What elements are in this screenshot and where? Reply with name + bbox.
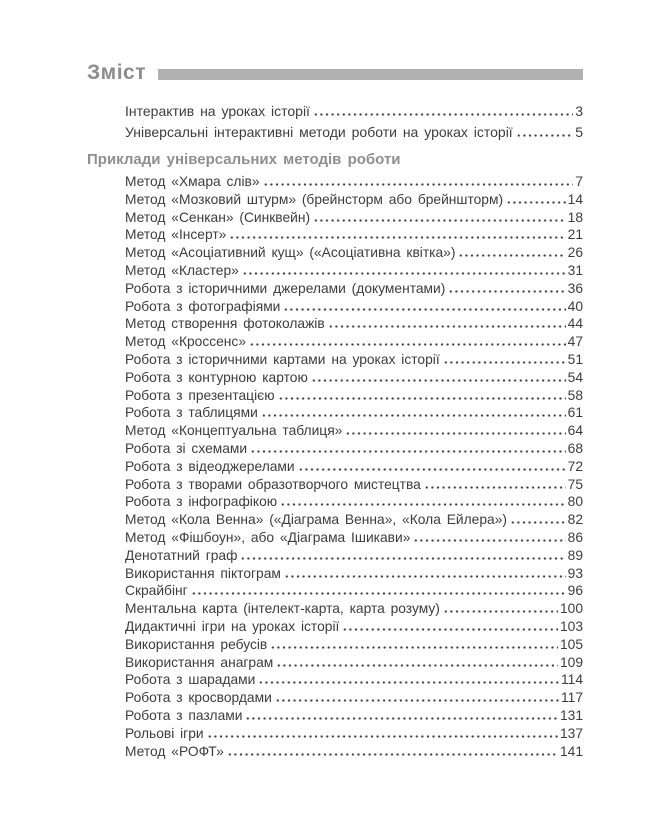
toc-row (87, 191, 583, 209)
dot-leader (263, 183, 574, 186)
toc-entry-label: Робота з відеоджерелами (125, 458, 295, 474)
toc-entry-page-number: 51 (567, 351, 583, 367)
toc-entry-label: Ментальна карта (інтелект-карта, карта розуму) (125, 601, 440, 617)
dot-leader (342, 628, 558, 631)
toc-row (87, 262, 583, 280)
toc-entry-label: Використання ребусів (125, 636, 268, 652)
toc-entry-label: Робота з таблицями (125, 405, 258, 421)
toc-entry-label: Дидактичні ігри на уроках історії (125, 618, 340, 634)
toc-row (87, 743, 583, 761)
dot-leader (328, 325, 566, 328)
toc-row (87, 458, 583, 476)
toc-entry-label: Метод «Фішбоун», або «Діаграма Ішикави» (125, 529, 411, 545)
toc-entry-page-number: 47 (567, 334, 583, 350)
toc-row (87, 226, 583, 244)
toc-entry-label: Робота з контурною картою (125, 369, 308, 385)
toc-row (87, 476, 583, 494)
toc-entry-list (87, 173, 583, 760)
toc-entry-page-number: 36 (567, 280, 583, 296)
toc-entry-label: Метод «Кола Венна» («Діаграма Венна», «Кола Ейлера») (125, 512, 507, 528)
toc-entry-label: Робота з історичними джерелами (документами) (125, 280, 446, 296)
toc-entry-page-number: 117 (561, 690, 583, 706)
dot-leader (280, 503, 566, 506)
toc-entry-label: Універсальні інтерактивні методи роботи на уроках історії (125, 124, 513, 140)
toc-entry-label: Скрайбінг (125, 583, 188, 599)
toc-row (87, 618, 583, 636)
toc-entry-page-number: 100 (559, 601, 583, 617)
toc-entry-page-number: 89 (567, 547, 583, 563)
toc-entry-label: Денотатний граф (125, 547, 238, 563)
toc-entry-page-number: 131 (559, 707, 583, 723)
toc-row (87, 173, 583, 191)
dot-leader (276, 664, 558, 667)
toc-row (87, 636, 583, 654)
toc-entry-label: Метод створення фотоколажів (125, 316, 325, 332)
toc-row (87, 654, 583, 672)
dot-leader (313, 113, 573, 116)
toc-row (87, 600, 583, 618)
toc-entry-page-number: 114 (561, 672, 583, 688)
toc-entry-page-number: 7 (575, 174, 583, 189)
dot-leader (516, 134, 574, 137)
toc-entry-label: Метод «Інсерт» (125, 227, 227, 243)
toc-row (87, 404, 583, 422)
toc-row (87, 529, 583, 547)
dot-leader (249, 343, 566, 346)
toc-row (87, 122, 583, 143)
toc-row (87, 547, 583, 565)
dot-leader (258, 681, 559, 684)
toc-entry-page-number: 80 (567, 494, 583, 510)
dot-leader (240, 557, 565, 560)
toc-row (87, 689, 583, 707)
toc-entry-page-number: 103 (559, 618, 583, 634)
toc-entry-page-number: 5 (575, 124, 583, 140)
toc-row (87, 511, 583, 529)
dot-leader (250, 450, 566, 453)
dot-leader (413, 539, 565, 542)
dot-leader (311, 379, 566, 382)
toc-row (87, 493, 583, 511)
toc-entry-page-number: 72 (567, 458, 583, 474)
toc-entry-page-number: 86 (567, 529, 583, 545)
dot-leader (458, 254, 565, 257)
dot-leader (227, 753, 558, 756)
dot-leader (443, 610, 558, 613)
toc-section-heading: Приклади універсальних методів роботи (87, 151, 401, 168)
toc-entry-page-number: 82 (567, 512, 583, 528)
toc-row (87, 209, 583, 227)
toc-row (87, 440, 583, 458)
toc-entry-page-number: 18 (567, 209, 583, 225)
toc-row (87, 351, 583, 369)
toc-entry-label: Метод «Концептуальна таблиця» (125, 423, 343, 439)
toc-entry-page-number: 21 (567, 227, 583, 243)
toc-row (87, 707, 583, 725)
toc-row (87, 333, 583, 351)
toc-entry-page-number: 14 (567, 191, 583, 207)
dot-leader (345, 432, 565, 435)
toc-entry-page-number: 64 (567, 423, 583, 439)
toc-row (87, 369, 583, 387)
toc-entry-page-number: 137 (559, 725, 583, 741)
toc-entry-label: Робота з шарадами (125, 672, 256, 688)
toc-entry-label: Робота з історичними картами на уроках історії (125, 351, 440, 367)
dot-leader (313, 219, 566, 222)
toc-intro-list (87, 101, 583, 143)
dot-leader (275, 699, 559, 702)
toc-entry-page-number: 96 (567, 583, 583, 599)
toc-entry-label: Метод «Мозковий штурм» (брейнсторм або брейншторм) (125, 191, 504, 207)
toc-entry-page-number: 93 (567, 565, 583, 581)
dot-leader (270, 646, 558, 649)
toc-entry-page-number: 54 (567, 369, 583, 385)
dot-leader (448, 290, 565, 293)
toc-entry-label: Робота з пазлами (125, 707, 243, 723)
dot-leader (424, 486, 566, 489)
toc-entry-page-number: 44 (567, 316, 583, 332)
toc-row (87, 422, 583, 440)
toc-entry-label: Використання піктограм (125, 565, 281, 581)
toc-entry-label: Робота з творами образотворчого мистецтва (125, 476, 421, 492)
toc-entry-page-number: 109 (559, 654, 583, 670)
toc-entry-label: Метод «РОФТ» (125, 743, 224, 759)
toc-entry-page-number: 61 (567, 405, 583, 421)
toc-entry-page-number: 105 (559, 636, 583, 652)
dot-leader (245, 717, 558, 720)
toc-entry-label: Метод «Кластер» (125, 262, 239, 278)
toc-entry-label: Метод «Асоціативний кущ» («Асоціативна квітка») (125, 245, 456, 261)
toc-row (87, 315, 583, 333)
toc-row (87, 725, 583, 743)
title-rule-bar (158, 69, 583, 80)
toc-row (87, 671, 583, 689)
dot-leader (261, 414, 566, 417)
dot-leader (298, 468, 566, 471)
toc-entry-page-number: 40 (567, 298, 583, 314)
toc-entry-page-number: 26 (567, 245, 583, 261)
toc-entry-label: Використання анаграм (125, 654, 274, 670)
toc-row (87, 565, 583, 583)
toc-row (87, 582, 583, 600)
toc-entry-label: Робота з інфографікою (125, 494, 278, 510)
toc-row (87, 387, 583, 405)
toc-entry-label: Інтерактив на уроках історії (125, 103, 310, 119)
toc-entry-label: Робота з презентацією (125, 387, 275, 403)
toc-entry-page-number: 68 (567, 440, 583, 456)
toc-entry-label: Робота з кросвордами (125, 690, 272, 706)
toc-row (87, 101, 583, 122)
toc-row (87, 298, 583, 316)
dot-leader (242, 272, 566, 275)
toc-entry-page-number: 3 (575, 103, 583, 119)
page-header (87, 60, 583, 86)
toc-entry-label: Рольові ігри (125, 725, 204, 741)
toc-entry-page-number: 31 (567, 262, 583, 278)
dot-leader (443, 361, 566, 364)
dot-leader (278, 397, 566, 400)
dot-leader (284, 575, 566, 578)
dot-leader (229, 236, 565, 239)
toc-entry-page-number: 141 (559, 743, 583, 759)
dot-leader (506, 201, 566, 204)
toc-entry-label: Робота зі схемами (125, 440, 248, 456)
toc-entry-label: Метод «Сенкан» (Синквейн) (125, 209, 311, 225)
dot-leader (191, 592, 566, 595)
toc-entry-page-number: 58 (567, 387, 583, 403)
dot-leader (283, 308, 565, 311)
toc-entry-label: Метод «Кроссенс» (125, 334, 246, 350)
toc-entry-label: Робота з фотографіями (125, 298, 281, 314)
toc-entry-page-number: 75 (567, 476, 583, 492)
dot-leader (510, 521, 566, 524)
toc-entry-label: Метод «Хмара слів» (125, 174, 260, 189)
page-title: Зміст (87, 61, 146, 84)
toc-row (87, 280, 583, 298)
dot-leader (207, 735, 558, 738)
toc-row (87, 244, 583, 262)
